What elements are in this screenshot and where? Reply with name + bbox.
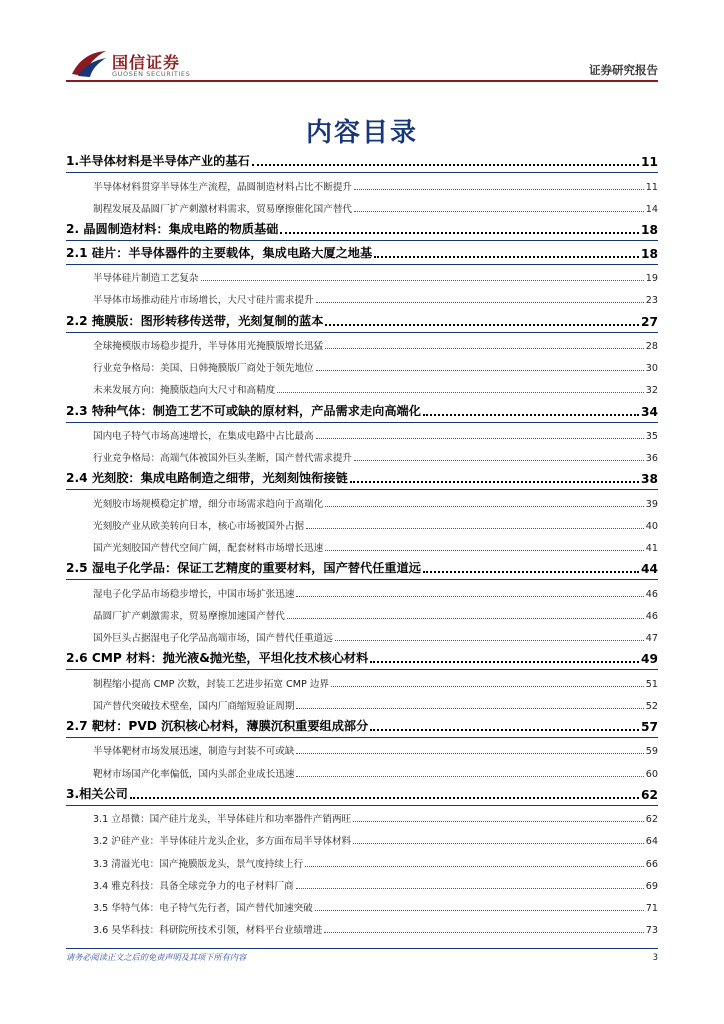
toc-entry-text: 湿电子化学品市场稳步增长，中国市场扩张迅速 bbox=[93, 588, 295, 600]
page-header bbox=[0, 0, 724, 92]
toc-leader-dots bbox=[315, 910, 644, 911]
toc-entry-text: 3.相关公司 bbox=[66, 786, 128, 801]
toc-page-number: 40 bbox=[645, 520, 658, 532]
report-type-label: 证券研究报告 bbox=[589, 63, 658, 77]
toc-subsection-entry[interactable] bbox=[66, 333, 658, 355]
toc-page-number: 71 bbox=[645, 902, 658, 914]
toc-leader-dots bbox=[130, 797, 639, 799]
toc-entry-text: 3.6 昊华科技：科研院所技术引领，材料平台业绩增进 bbox=[93, 925, 323, 937]
toc-subsection-entry[interactable] bbox=[66, 917, 658, 939]
toc-page-number: 35 bbox=[645, 430, 658, 442]
toc-subsection-entry[interactable] bbox=[66, 377, 658, 399]
toc-page-number: 34 bbox=[641, 404, 658, 419]
toc-page-number: 44 bbox=[641, 562, 658, 577]
toc-page-number: 36 bbox=[645, 452, 658, 464]
toc-entry-text: 半导体市场推动硅片市场增长，大尺寸硅片需求提升 bbox=[93, 295, 314, 307]
toc-section-entry[interactable] bbox=[66, 783, 658, 806]
disclaimer-text: 请务必阅读正文之后的免责声明及其项下所有内容 bbox=[66, 952, 247, 962]
toc-leader-dots bbox=[353, 821, 644, 822]
toc-subsection-entry[interactable] bbox=[66, 355, 658, 377]
toc-subsection-entry[interactable] bbox=[66, 760, 658, 782]
toc-entry-text: 3.3 清溢光电：国产掩膜版龙头，景气度持续上行 bbox=[93, 858, 304, 870]
toc-leader-dots bbox=[423, 571, 639, 573]
toc-subsection-entry[interactable] bbox=[66, 423, 658, 445]
toc-section-entry[interactable] bbox=[66, 150, 658, 173]
toc-entry-text: 光刻胶市场规模稳定扩增，细分市场需求趋向于高端化 bbox=[93, 498, 324, 510]
toc-page-number: 59 bbox=[645, 746, 658, 758]
toc-section-entry[interactable] bbox=[66, 399, 658, 422]
toc-leader-dots bbox=[354, 211, 644, 212]
toc-entry-text: 制程缩小提高 CMP 次数，封装工艺进步拓宽 CMP 边界 bbox=[93, 678, 330, 690]
toc-page-number: 51 bbox=[645, 678, 658, 690]
toc-leader-dots bbox=[325, 550, 644, 551]
toc-section-entry[interactable] bbox=[66, 467, 658, 490]
toc-entry-text: 2.5 湿电子化学品：保证工艺精度的重要材料，国产替代任重道远 bbox=[66, 561, 421, 576]
toc-leader-dots bbox=[296, 753, 643, 754]
toc-entry-text: 2. 晶圆制造材料：集成电路的物质基础 bbox=[66, 222, 279, 237]
toc-section-entry[interactable] bbox=[66, 309, 658, 332]
toc-page-number: 39 bbox=[645, 498, 658, 510]
toc-entry-text: 3.2 沪硅产业：半导体硅片龙头企业，多方面布局半导体材料 bbox=[93, 836, 352, 848]
toc-leader-dots bbox=[296, 708, 643, 709]
toc-page-number: 66 bbox=[645, 858, 658, 870]
toc-leader-dots bbox=[325, 324, 639, 326]
logo-text-cn: 国信证券 bbox=[112, 53, 181, 72]
toc-entry-text: 2.7 靶材：PVD 沉积核心材料，薄膜沉积重要组成部分 bbox=[66, 719, 369, 734]
toc-leader-dots bbox=[423, 414, 639, 416]
toc-page-number: 38 bbox=[641, 472, 658, 487]
toc-leader-dots bbox=[316, 302, 644, 303]
toc-leader-dots bbox=[305, 866, 644, 867]
toc-subsection-entry[interactable] bbox=[66, 895, 658, 917]
toc-page-number: 18 bbox=[641, 246, 658, 261]
toc-section-entry[interactable] bbox=[66, 647, 658, 670]
toc-page-number: 73 bbox=[645, 925, 658, 937]
toc-leader-dots bbox=[370, 661, 639, 663]
toc-section-entry[interactable] bbox=[66, 218, 658, 241]
toc-section-entry[interactable] bbox=[66, 715, 658, 738]
toc-entry-text: 光刻胶产业从欧美转向日本，核心市场被国外占据 bbox=[93, 520, 305, 532]
toc-leader-dots bbox=[296, 888, 644, 889]
toc-entry-text: 未来发展方向：掩膜版趋向大尺寸和高精度 bbox=[93, 385, 276, 397]
toc-entry-text: 制程发展及晶圆厂扩产刺激材料需求，贸易摩擦催化国产替代 bbox=[93, 203, 353, 215]
toc-page-number: 62 bbox=[645, 814, 658, 826]
toc-entry-text: 靶材市场国产化率偏低，国内头部企业成长迅速 bbox=[93, 768, 295, 780]
toc-entry-text: 晶圆厂扩产刺激需求，贸易摩擦加速国产替代 bbox=[93, 610, 285, 622]
toc-leader-dots bbox=[201, 280, 644, 281]
toc-entry-text: 国产替代突破技术壁垒，国内厂商缩短验证周期 bbox=[93, 700, 295, 712]
toc-section-entry[interactable] bbox=[66, 241, 658, 264]
toc-entry-text: 国外巨头占据湿电子化学品高端市场，国产替代任重道远 bbox=[93, 632, 333, 644]
toc-page-number: 46 bbox=[645, 610, 658, 622]
toc-entry-text: 2.4 光刻胶：集成电路制造之细带，光刻刻蚀衔接链 bbox=[66, 471, 348, 486]
toc-subsection-entry[interactable] bbox=[66, 513, 658, 535]
toc-subsection-entry[interactable] bbox=[66, 670, 658, 692]
page-number: 3 bbox=[652, 953, 658, 963]
toc-subsection-entry[interactable] bbox=[66, 173, 658, 195]
toc-page-number: 11 bbox=[641, 155, 658, 170]
toc-page-number: 47 bbox=[645, 632, 658, 644]
toc-page-number: 41 bbox=[645, 542, 658, 554]
toc-subsection-entry[interactable] bbox=[66, 287, 658, 309]
toc-page-number: 28 bbox=[645, 340, 658, 352]
toc-entry-text: 2.1 硅片：半导体器件的主要载体，集成电路大厦之地基 bbox=[66, 245, 373, 260]
toc-page-number: 52 bbox=[645, 700, 658, 712]
toc-entry-text: 国产光刻胶国产替代空间广阔，配套材料市场增长迅速 bbox=[93, 542, 324, 554]
toc-entry-text: 国内电子特气市场高速增长，在集成电路中占比最高 bbox=[93, 430, 314, 442]
toc-page-number: 49 bbox=[641, 652, 658, 667]
toc-leader-dots bbox=[252, 164, 639, 166]
toc-page-number: 27 bbox=[641, 314, 658, 329]
toc-page-number: 69 bbox=[645, 880, 658, 892]
toc-page-number: 14 bbox=[645, 203, 658, 215]
toc-entry-text: 行业竞争格局：高端气体被国外巨头垄断，国产替代需求提升 bbox=[93, 452, 353, 464]
toc-entry-text: 全球掩模版市场稳步提升，半导体用光掩膜版增长迅猛 bbox=[93, 340, 324, 352]
toc-leader-dots bbox=[306, 528, 644, 529]
toc-page-number: 18 bbox=[641, 223, 658, 238]
toc-subsection-entry[interactable] bbox=[66, 806, 658, 828]
toc-leader-dots bbox=[331, 686, 644, 687]
toc-subsection-entry[interactable] bbox=[66, 828, 658, 850]
toc-page-number: 60 bbox=[645, 768, 658, 780]
toc-subsection-entry[interactable] bbox=[66, 196, 658, 218]
toc-leader-dots bbox=[324, 932, 643, 933]
logo-text-en: GUOSEN SECURITIES bbox=[112, 70, 191, 78]
toc-leader-dots bbox=[350, 481, 639, 483]
toc-subsection-entry[interactable] bbox=[66, 603, 658, 625]
toc-leader-dots bbox=[354, 460, 644, 461]
toc-page-number: 62 bbox=[641, 787, 658, 802]
toc-entry-text: 3.4 雅克科技：具备全球竞争力的电子材料厂商 bbox=[93, 880, 294, 892]
toc-entry-text: 1.半导体材料是半导体产业的基石 bbox=[66, 154, 250, 169]
toc-page-number: 23 bbox=[645, 295, 658, 307]
toc-leader-dots bbox=[353, 843, 644, 844]
toc-leader-dots bbox=[287, 618, 644, 619]
toc-leader-dots bbox=[374, 256, 639, 258]
toc-page-number: 32 bbox=[645, 385, 658, 397]
toc-leader-dots bbox=[296, 776, 643, 777]
toc-entry-text: 3.5 华特气体：电子特气先行者，国产替代加速突破 bbox=[93, 902, 313, 914]
toc-page-number: 30 bbox=[645, 362, 658, 374]
toc-subsection-entry[interactable] bbox=[66, 850, 658, 872]
footer-divider bbox=[66, 948, 658, 949]
toc-leader-dots bbox=[335, 640, 644, 641]
toc-subsection-entry[interactable] bbox=[66, 490, 658, 512]
table-of-contents bbox=[66, 150, 658, 939]
toc-leader-dots bbox=[325, 506, 644, 507]
toc-subsection-entry[interactable] bbox=[66, 625, 658, 647]
toc-entry-text: 2.2 掩膜版：图形转移传送带，光刻复制的蓝本 bbox=[66, 313, 324, 328]
toc-subsection-entry[interactable] bbox=[66, 265, 658, 287]
toc-page-number: 46 bbox=[645, 588, 658, 600]
header-divider bbox=[66, 80, 658, 82]
toc-page-number: 11 bbox=[645, 181, 658, 193]
toc-page-number: 64 bbox=[645, 836, 658, 848]
toc-leader-dots bbox=[316, 438, 644, 439]
toc-page-number: 19 bbox=[645, 272, 658, 284]
toc-title: 内容目录 bbox=[305, 118, 418, 148]
toc-entry-text: 半导体靶材市场发展迅速，制造与封装不可或缺 bbox=[93, 746, 295, 758]
toc-section-entry[interactable] bbox=[66, 557, 658, 580]
company-logo bbox=[70, 48, 210, 82]
toc-subsection-entry[interactable] bbox=[66, 738, 658, 760]
toc-subsection-entry[interactable] bbox=[66, 873, 658, 895]
toc-subsection-entry[interactable] bbox=[66, 580, 658, 602]
toc-entry-text: 3.1 立昂微：国产硅片龙头，半导体硅片和功率器件产销两旺 bbox=[93, 814, 352, 826]
toc-subsection-entry[interactable] bbox=[66, 535, 658, 557]
toc-entry-text: 行业竞争格局：美国、日韩掩膜版厂商处于领先地位 bbox=[93, 362, 314, 374]
toc-leader-dots bbox=[325, 348, 644, 349]
toc-leader-dots bbox=[277, 392, 644, 393]
toc-leader-dots bbox=[280, 232, 639, 234]
toc-leader-dots bbox=[370, 729, 639, 731]
toc-entry-text: 半导体材料贯穿半导体生产流程，晶圆制造材料占比不断提升 bbox=[93, 181, 353, 193]
toc-subsection-entry[interactable] bbox=[66, 445, 658, 467]
toc-subsection-entry[interactable] bbox=[66, 693, 658, 715]
toc-page-number: 57 bbox=[641, 720, 658, 735]
toc-leader-dots bbox=[316, 370, 644, 371]
toc-entry-text: 2.3 特种气体：制造工艺不可或缺的原材料，产品需求走向高端化 bbox=[66, 403, 421, 418]
toc-leader-dots bbox=[354, 189, 644, 190]
toc-leader-dots bbox=[296, 596, 643, 597]
toc-entry-text: 半导体硅片制造工艺复杂 bbox=[93, 272, 199, 284]
guosen-logo-icon bbox=[70, 48, 108, 78]
toc-entry-text: 2.6 CMP 材料：抛光液&抛光垫，平坦化技术核心材料 bbox=[66, 651, 369, 666]
